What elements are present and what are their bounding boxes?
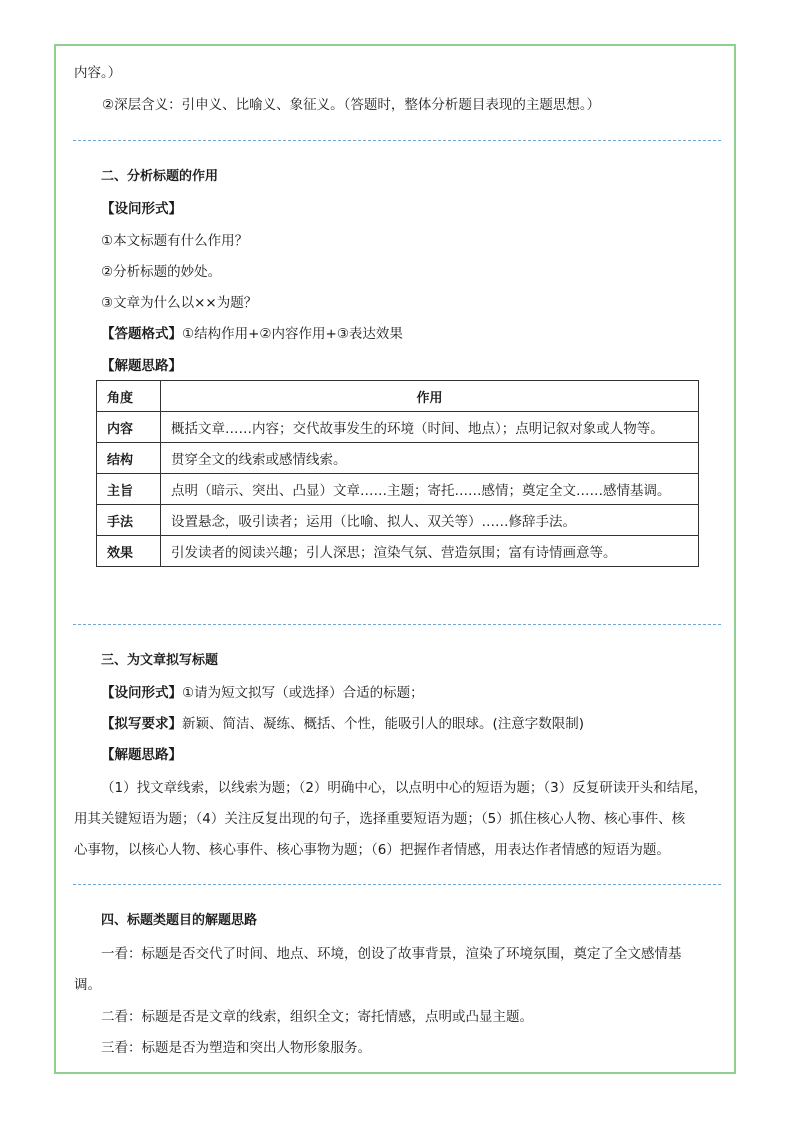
table-cell-effect: 设置悬念，吸引读者；运用（比喻、拟人、双关等）……修辞手法。 bbox=[161, 505, 699, 536]
table-cell-effect: 贯穿全文的线索或感情线索。 bbox=[161, 443, 699, 474]
answer-format bbox=[101, 325, 403, 343]
tip-line: 一看：标题是否交代了时间、地点、环境，创设了故事背景，渲染了环境氛围，奠定了全文感情基 bbox=[101, 946, 682, 962]
approach-paragraph-line: 心事物，以核心人物、核心事件、核心事物为题；（6）把握作者情感，用表达作者情感的短语为题。 bbox=[74, 842, 670, 858]
approach-paragraph-line: 用其关键短语为题；（4）关注反复出现的句子，选择重要短语为题；（5）抓住核心人物、核心事件、核 bbox=[74, 811, 686, 827]
analysis-table bbox=[96, 380, 699, 567]
table-cell-effect: 概括文章……内容；交代故事发生的环境（时间、地点）；点明记叙对象或人物等。 bbox=[161, 412, 699, 443]
table-header-cell: 角度 bbox=[97, 381, 161, 412]
intro-line-1: 内容。） bbox=[74, 65, 122, 81]
table-cell-angle: 效果 bbox=[97, 536, 161, 567]
question-1: ①本文标题有什么作用？ bbox=[101, 233, 249, 249]
table-cell-effect: 点明（暗示、突出、凸显）文章……主题；寄托……感情；奠定全文……感情基调。 bbox=[161, 474, 699, 505]
table-row bbox=[97, 412, 699, 443]
approach-paragraph-line: （1）找文章线索，以线索为题；（2）明确中心，以点明中心的短语为题；（3）反复研读开头和结尾， bbox=[101, 780, 708, 796]
ask-form-label: 【设问形式】 bbox=[101, 201, 182, 217]
ask-form-text: ①请为短文拟写（或选择）合适的标题； bbox=[182, 685, 424, 701]
section-title: 四、标题类题目的解题思路 bbox=[101, 913, 258, 928]
table-cell-angle: 结构 bbox=[97, 443, 161, 474]
approach-label: 【解题思路】 bbox=[101, 358, 182, 374]
table-cell-angle: 手法 bbox=[97, 505, 161, 536]
table-header-row bbox=[97, 381, 699, 412]
table-cell-angle: 主旨 bbox=[97, 474, 161, 505]
question-2: ②分析标题的妙处。 bbox=[101, 264, 222, 280]
writing-requirement-text: 新颖、简洁、凝练、概括、个性，能吸引人的眼球。(注意字数限制) bbox=[182, 716, 585, 732]
tip-line: 二看：标题是否是文章的线索，组织全文；寄托情感，点明或凸显主题。 bbox=[101, 1009, 533, 1025]
dashed-divider bbox=[73, 624, 721, 625]
ask-form-label: 【设问形式】 bbox=[101, 685, 182, 701]
tip-line: 调。 bbox=[74, 977, 101, 993]
writing-requirement-label: 【拟写要求】 bbox=[101, 716, 182, 732]
section-title: 三、为文章拟写标题 bbox=[101, 653, 219, 668]
tip-line: 三看：标题是否为塑造和突出人物形象服务。 bbox=[101, 1040, 371, 1056]
table-row bbox=[97, 505, 699, 536]
table-row bbox=[97, 536, 699, 567]
answer-format-text: ①结构作用+②内容作用+③表达效果 bbox=[182, 326, 403, 342]
table-row bbox=[97, 443, 699, 474]
table-row bbox=[97, 474, 699, 505]
table-header-cell: 作用 bbox=[161, 381, 699, 412]
question-3: ③文章为什么以××为题？ bbox=[101, 295, 258, 311]
writing-requirement bbox=[101, 715, 584, 733]
dashed-divider bbox=[73, 884, 721, 885]
intro-line-2: ②深层含义：引申义、比喻义、象征义。（答题时，整体分析题目表现的主题思想。） bbox=[102, 97, 601, 113]
table-cell-effect: 引发读者的阅读兴趣；引人深思；渲染气氛、营造氛围；富有诗情画意等。 bbox=[161, 536, 699, 567]
table-cell-angle: 内容 bbox=[97, 412, 161, 443]
dashed-divider bbox=[73, 140, 721, 141]
ask-form bbox=[101, 684, 424, 702]
answer-format-label: 【答题格式】 bbox=[101, 326, 182, 342]
approach-label: 【解题思路】 bbox=[101, 747, 182, 763]
section-title: 二、分析标题的作用 bbox=[101, 169, 219, 184]
